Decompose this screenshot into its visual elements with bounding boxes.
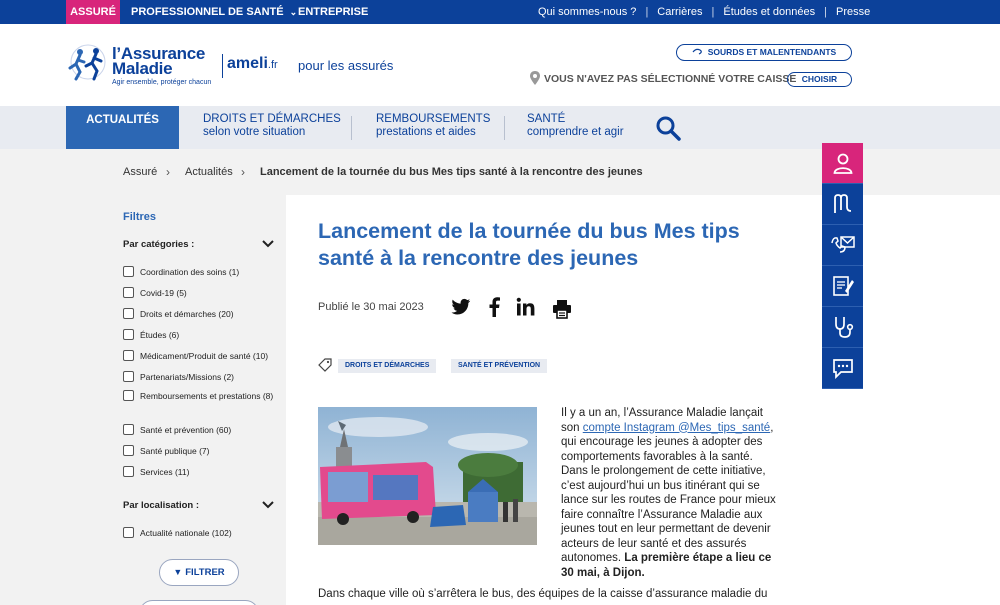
checkbox-medicament[interactable] [123,350,134,361]
ameli-name: ameli [227,55,268,72]
funnel-icon: ▼ [173,567,183,577]
intro-bold-text: La première étape a lieu ce 30 mai, à Dijon. [561,552,772,579]
nav-item-subtitle: prestations et aides [376,126,476,138]
intro-text: , qui encourage les jeunes à adopter des comportements favorables à la santé. Dans le prolongement de cette initiative, c’est aujourd’hui un bus itinérant qui se lance sur les routes de France pour mieux faire connaître l’Assurance Maladie aux jeunes tout en leur permettant de devenir acteurs de leur santé et des assurés autonomes. [561,421,776,564]
checkbox-label: Études (6) [140,330,180,340]
mon-espace-button[interactable] [822,184,863,225]
logo-tagline: Agir ensemble, protéger chacun [112,79,212,86]
chevron-right-icon: › [241,165,245,179]
categories-heading: Par catégories : [123,239,195,250]
nav-item-sante[interactable] [527,113,624,139]
chevron-right-icon: › [166,165,170,179]
separator: | [645,6,649,18]
audience-label: pour les assurés [298,58,394,73]
logo-line-2: Maladie [112,59,173,78]
filters-title: Filtres [123,211,157,223]
nav-item-subtitle: comprendre et agir [527,126,624,138]
print-icon[interactable] [552,299,572,319]
tag-sante-et-prevention[interactable]: SANTÉ ET PRÉVENTION [451,359,547,373]
checkbox-sante-et-prevention[interactable] [123,424,134,435]
reset-button[interactable] [139,600,259,605]
hearing-icon [692,47,704,56]
checkbox-actualite-nationale[interactable] [123,527,134,538]
divider [222,54,223,78]
nav-item-title: DROITS ET DÉMARCHES [203,113,341,125]
sante-button[interactable] [822,307,863,348]
nav-item-subtitle: selon votre situation [203,126,306,138]
article-photo [318,407,537,545]
filters-panel [0,195,286,605]
intro-text: Il y a un an, l’Assurance Maladie lançait son [561,407,763,434]
logo-text[interactable] [112,46,205,76]
tab-label: PROFESSIONNEL DE SANTÉ [131,6,284,18]
breadcrumb-assure[interactable]: Assuré [123,166,158,178]
choisir-caisse-button[interactable]: CHOISIR [787,72,852,87]
localisation-heading: Par localisation : [123,500,200,511]
checkbox-label: Médicament/Produit de santé (10) [140,351,269,361]
checkbox-label: Coordination des soins (1) [140,267,240,277]
link-etudes-et-donnees[interactable]: Études et données [723,6,816,18]
contact-button[interactable] [822,225,863,266]
document-edit-icon [831,274,855,298]
article-intro [561,406,776,580]
divider [504,116,505,140]
checkbox-label: Partenariats/Missions (2) [140,372,235,382]
compte-button[interactable] [822,143,863,184]
chat-bubble-icon [831,357,855,379]
breadcrumb-actualites[interactable]: Actualités [185,166,233,178]
checkbox-label: Santé publique (7) [140,446,210,456]
logo-line-1: l’Assurance [112,44,206,63]
article-title: Lancement de la tournée du bus Mes tips santé à la rencontre des jeunes [318,219,740,270]
divider [351,116,352,140]
tag-icon [318,358,332,372]
checkbox-label: Actualité nationale (102) [140,528,232,538]
ameli-logo[interactable] [227,55,278,73]
checkbox-label: Remboursements et prestations (8) [140,391,274,401]
article-date: Publié le 30 mai 2023 [318,301,424,313]
checkbox-droits-et-demarches[interactable] [123,308,134,319]
filter-button[interactable] [159,559,239,586]
checkbox-remboursements[interactable] [123,390,134,401]
instagram-link[interactable]: compte Instagram @Mes_tips_santé [582,421,771,434]
filter-button-label: FILTRER [185,567,225,578]
link-carrieres[interactable]: Carrières [657,6,703,18]
site-header [0,24,1000,106]
location-pin-icon [530,71,540,85]
breadcrumb-current: Lancement de la tournée du bus Mes tips santé à la rencontre des jeunes [260,166,643,178]
nav-item-remboursements[interactable] [376,113,490,139]
m-logo-icon [832,193,854,215]
checkbox-label: Santé et prévention (60) [140,425,232,435]
nav-item-title: REMBOURSEMENTS [376,113,491,125]
mail-phone-icon [830,234,856,256]
top-links [529,0,879,24]
checkbox-partenariats[interactable] [123,371,134,382]
chat-button[interactable] [822,348,863,389]
caisse-status: VOUS N'AVEZ PAS SÉLECTIONNÉ VOTRE CAISSE [544,73,797,85]
article-paragraph: Dans chaque ville où s’arrêtera le bus, des équipes de la caisse d’assurance maladie du [318,588,768,600]
assurance-maladie-logo-icon[interactable] [66,42,110,82]
nav-item-actualites[interactable]: ACTUALITÉS [66,106,179,149]
top-bar [0,0,1000,24]
twitter-icon[interactable] [451,297,471,317]
documents-button[interactable] [822,266,863,307]
nav-item-droits-demarches[interactable] [203,113,341,139]
tab-entreprise[interactable]: ENTREPRISE [298,6,369,18]
quick-access-bar [822,143,863,389]
separator: | [824,6,827,18]
separator: | [711,6,715,18]
nav-item-title: SANTÉ [527,113,566,125]
chevron-down-icon: ⌄ [289,7,298,17]
linkedin-icon[interactable] [516,297,536,317]
checkbox-etudes[interactable] [123,329,134,340]
checkbox-label: Services (11) [140,467,190,477]
chevron-down-icon[interactable] [262,240,274,248]
checkbox-sante-publique[interactable] [123,445,134,456]
stethoscope-icon [831,315,855,339]
link-presse[interactable]: Presse [836,6,871,18]
checkbox-coordination-des-soins[interactable] [123,266,134,277]
tab-professionnel-de-sante[interactable] [131,0,297,24]
checkbox-services[interactable] [123,466,134,477]
tag-droits-et-demarches[interactable]: DROITS ET DÉMARCHES [338,359,436,373]
sourds-label: SOURDS ET MALENTENDANTS [707,47,837,57]
search-icon[interactable] [655,115,681,141]
tab-assure[interactable]: ASSURÉ [66,0,120,24]
chevron-down-icon[interactable] [262,501,274,509]
user-icon [832,152,854,174]
ameli-suffix: .fr [267,59,278,71]
link-qui-sommes-nous[interactable]: Qui sommes-nous ? [538,6,637,18]
sourds-malentendants-button[interactable] [676,44,852,61]
facebook-icon[interactable] [485,297,505,317]
checkbox-label: Droits et démarches (20) [140,309,234,319]
checkbox-label: Covid-19 (5) [140,288,187,298]
checkbox-covid-19[interactable] [123,287,134,298]
